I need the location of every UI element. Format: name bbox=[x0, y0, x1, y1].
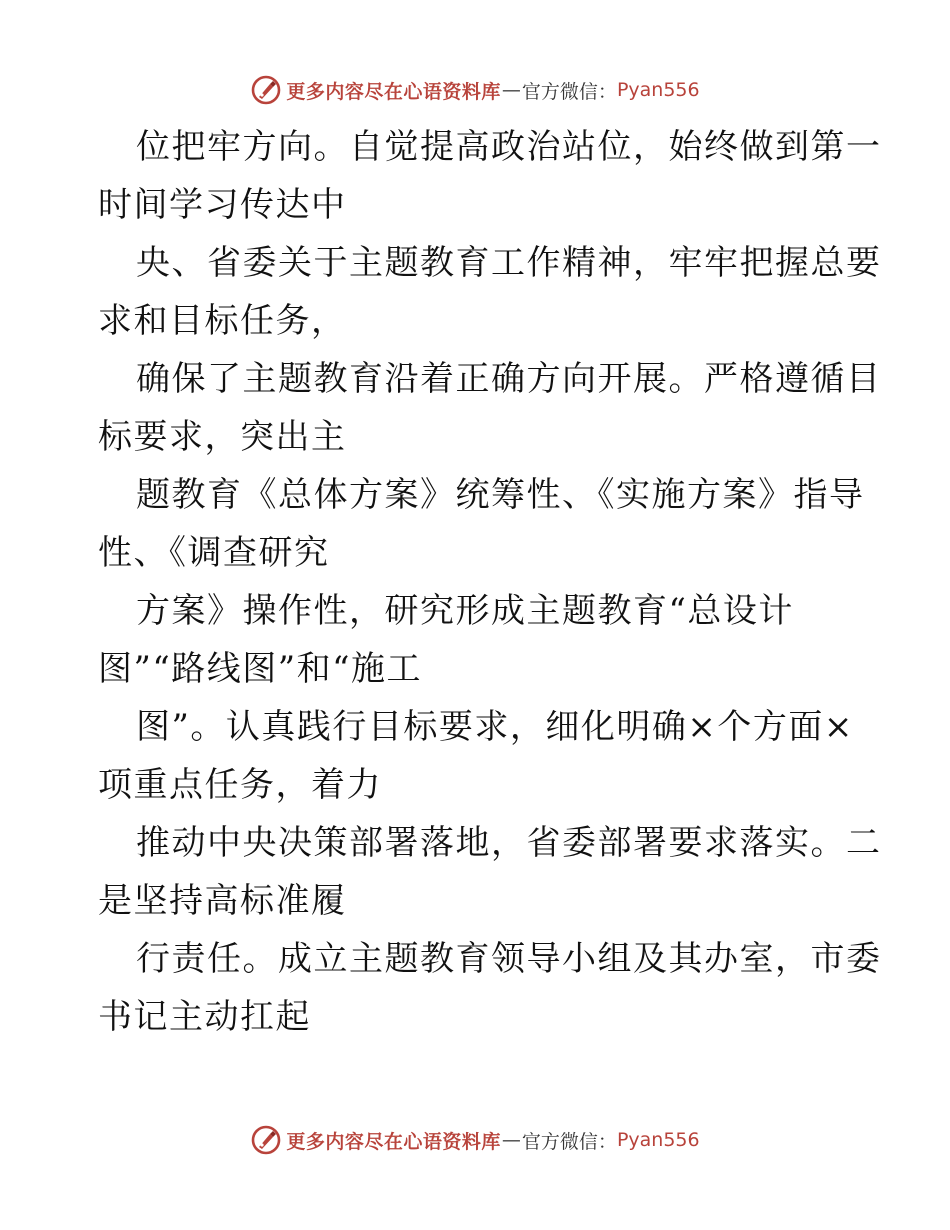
watermark-wechat-id: Pyan556 bbox=[616, 1129, 700, 1151]
watermark-dash: — bbox=[501, 1129, 521, 1151]
watermark-wechat-id: Pyan556 bbox=[616, 79, 700, 101]
body-line: 推动中央决策部署落地，省委部署要求落实。二 bbox=[136, 823, 882, 863]
body-line: 确保了主题教育沿着正确方向开展。严格遵循目 bbox=[136, 359, 882, 399]
pen-circle-logo-icon bbox=[250, 1124, 282, 1156]
body-line: 标要求，突出主 bbox=[98, 417, 347, 457]
body-line: 题教育《总体方案》统筹性、《实施方案》指导 bbox=[136, 475, 865, 515]
watermark-main-text: 更多内容尽在心语资料库 bbox=[286, 80, 501, 103]
body-line: 位把牢方向。自觉提高政治站位，始终做到第一 bbox=[136, 127, 882, 167]
body-line: 图”“路线图”和“施工 bbox=[98, 649, 423, 689]
body-line: 行责任。成立主题教育领导小组及其办室，市委 bbox=[136, 939, 882, 979]
body-line: 性、《调查研究 bbox=[98, 533, 330, 573]
body-line: 时间学习传达中 bbox=[98, 185, 347, 225]
body-line: 方案》操作性，研究形成主题教育“总设计 bbox=[136, 591, 794, 631]
header-watermark bbox=[0, 70, 950, 110]
body-line: 项重点任务，着力 bbox=[98, 765, 382, 805]
pen-circle-logo-icon bbox=[250, 74, 282, 106]
document-body bbox=[98, 118, 882, 1046]
body-line: 是坚持高标准履 bbox=[98, 881, 347, 921]
body-line: 图”。认真践行目标要求，细化明确×个方面× bbox=[136, 707, 854, 747]
watermark-wechat-label: 官方微信： bbox=[521, 1130, 617, 1153]
body-line: 书记主动扛起 bbox=[98, 997, 311, 1037]
body-line: 求和目标任务， bbox=[98, 301, 347, 341]
body-line: 央、省委关于主题教育工作精神，牢牢把握总要 bbox=[136, 243, 882, 283]
watermark-dash: — bbox=[501, 79, 521, 101]
watermark-main-text: 更多内容尽在心语资料库 bbox=[286, 1130, 501, 1153]
footer-watermark bbox=[0, 1120, 950, 1160]
watermark-wechat-label: 官方微信： bbox=[521, 80, 617, 103]
